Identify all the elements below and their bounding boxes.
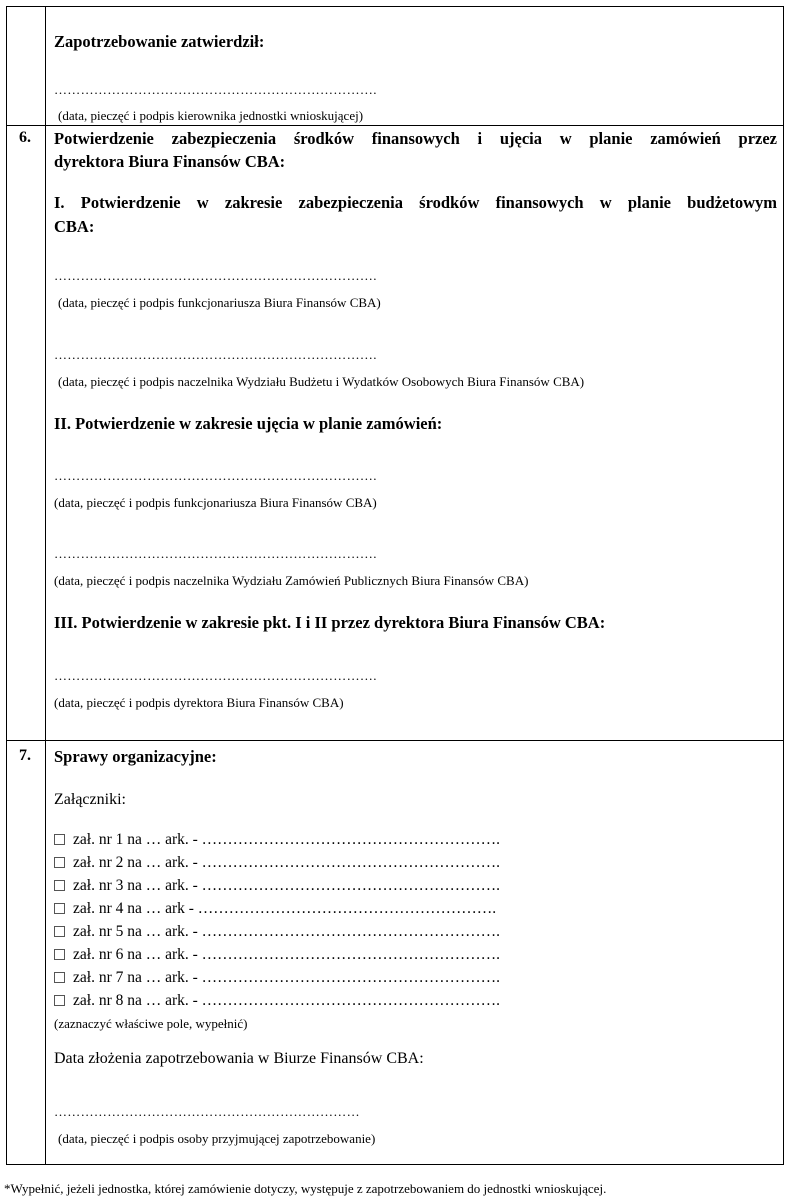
section6-title-line1: Potwierdzenie zabezpieczenia środków finansowych i ujęcia w planie zamówień przez (54, 129, 777, 148)
attachment-item (54, 992, 500, 1010)
section7-title: Sprawy organizacyjne: (54, 747, 217, 766)
signature-caption: (data, pieczęć i podpis osoby przyjmującej zapotrzebowanie) (58, 1131, 376, 1146)
submission-label: Data złożenia zapotrzebowania w Biurze Finansów CBA: (54, 1050, 424, 1067)
signature-caption: (data, pieczęć i podpis kierownika jednostki wnioskującej) (58, 108, 364, 123)
approval-heading: Zapotrzebowanie zatwierdził: (54, 32, 265, 51)
form-table (6, 6, 784, 1165)
part1-heading-line1: I. Potwierdzenie w zakresie zabezpieczenia środków finansowych w planie budżetowym (54, 193, 777, 212)
attachment-text[interactable]: zał. nr 1 na … ark. - …………………………………………………. (73, 831, 501, 848)
signature-caption: (data, pieczęć i podpis naczelnika Wydziału Budżetu i Wydatków Osobowych Biura Finansów CBA) (58, 374, 585, 389)
signature-caption: (data, pieczęć i podpis funkcjonariusza Biura Finansów CBA) (54, 495, 377, 510)
attachments-note: (zaznaczyć właściwe pole, wypełnić) (54, 1016, 248, 1031)
attachment-text[interactable]: zał. nr 6 na … ark. - …………………………………………………. (73, 946, 501, 963)
attachment-item (54, 831, 500, 849)
row-divider-7 (7, 740, 783, 741)
signature-line[interactable]: ………………………………………………………………. (54, 268, 377, 283)
attachment-text[interactable]: zał. nr 3 na … ark. - …………………………………………………. (73, 877, 501, 894)
part1-heading-line2: CBA: (54, 217, 95, 236)
attachments-label: Załączniki: (54, 791, 126, 808)
attachment-text[interactable]: zał. nr 4 na … ark - …………………………………………………. (73, 900, 497, 917)
signature-caption: (data, pieczęć i podpis funkcjonariusza Biura Finansów CBA) (58, 295, 381, 310)
footnote: *Wypełnić, jeżeli jednostka, której zamówienie dotyczy, występuje z zapotrzebowaniem do jednostki wnioskującej. (4, 1181, 607, 1196)
attachment-text[interactable]: zał. nr 8 na … ark. - …………………………………………………. (73, 992, 501, 1009)
section6-title-line2: dyrektora Biura Finansów CBA: (54, 152, 286, 171)
attachment-item (54, 854, 500, 872)
signature-line[interactable]: ………………………………………………………………. (54, 82, 377, 97)
checkbox[interactable] (54, 834, 65, 845)
signature-line[interactable]: ………………………………………………………………. (54, 668, 377, 683)
checkbox[interactable] (54, 995, 65, 1006)
signature-line[interactable]: …………………………………………………………… (54, 1104, 360, 1119)
attachment-item (54, 969, 500, 987)
row-divider-6 (7, 125, 783, 126)
attachment-item (54, 877, 500, 895)
signature-caption: (data, pieczęć i podpis naczelnika Wydziału Zamówień Publicznych Biura Finansów CBA) (54, 573, 529, 588)
signature-caption: (data, pieczęć i podpis dyrektora Biura Finansów CBA) (54, 695, 344, 710)
part2-heading: II. Potwierdzenie w zakresie ujęcia w planie zamówień: (54, 414, 443, 433)
checkbox[interactable] (54, 926, 65, 937)
signature-line[interactable]: ………………………………………………………………. (54, 546, 377, 561)
column-divider (45, 7, 46, 1164)
attachment-item (54, 946, 500, 964)
signature-line[interactable]: ………………………………………………………………. (54, 347, 377, 362)
row-number-6: 6. (19, 129, 31, 146)
checkbox[interactable] (54, 857, 65, 868)
checkbox[interactable] (54, 903, 65, 914)
row-number-7: 7. (19, 747, 31, 764)
attachment-text[interactable]: zał. nr 7 na … ark. - …………………………………………………. (73, 969, 501, 986)
checkbox[interactable] (54, 949, 65, 960)
checkbox[interactable] (54, 972, 65, 983)
signature-line[interactable]: ………………………………………………………………. (54, 468, 377, 483)
attachment-item (54, 900, 496, 918)
attachment-text[interactable]: zał. nr 5 na … ark. - …………………………………………………. (73, 923, 501, 940)
part3-heading: III. Potwierdzenie w zakresie pkt. I i II przez dyrektora Biura Finansów CBA: (54, 613, 606, 632)
attachment-item (54, 923, 500, 941)
attachment-text[interactable]: zał. nr 2 na … ark. - …………………………………………………. (73, 854, 501, 871)
checkbox[interactable] (54, 880, 65, 891)
